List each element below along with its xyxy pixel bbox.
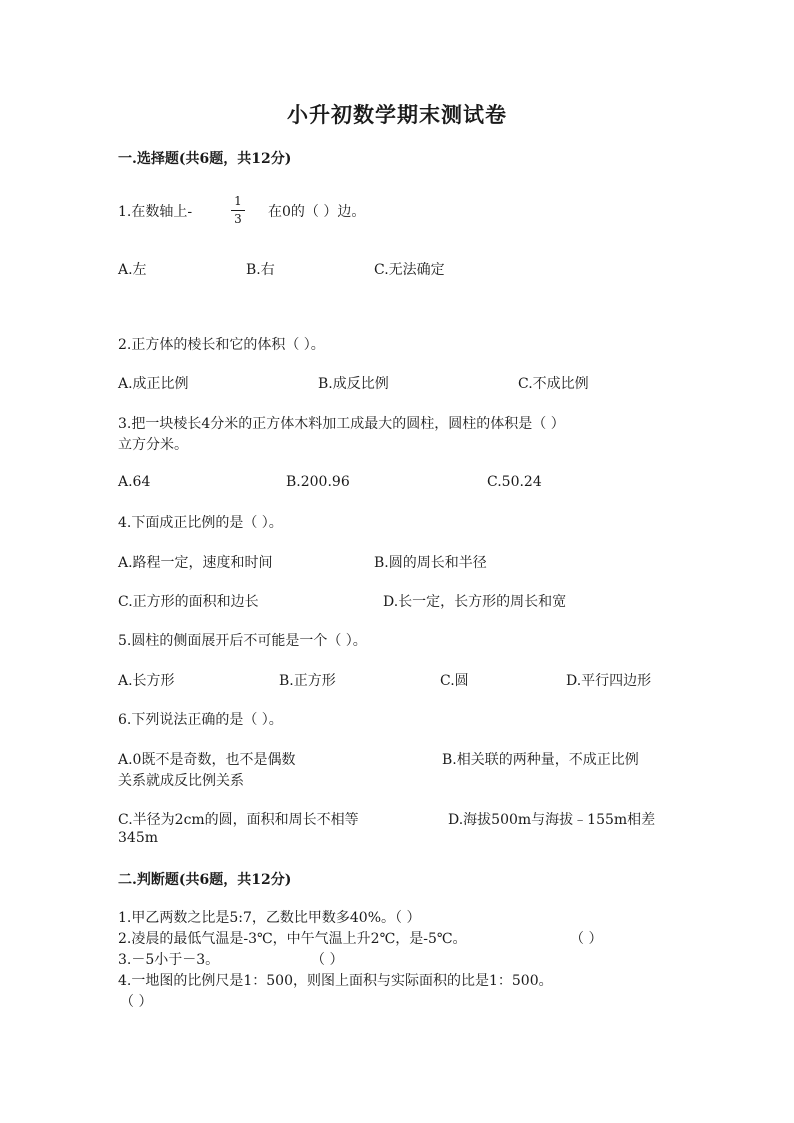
question-4-option-a: A.路程一定，速度和时间: [118, 555, 273, 571]
question-3-stem: 3.把一块棱长4分米的正方体木料加工成最大的圆柱，圆柱的体积是（ ）: [118, 416, 565, 432]
question-6-option-a: A.0既不是奇数，也不是偶数: [118, 752, 296, 768]
question-1-option-b: B.右: [246, 262, 275, 278]
question-4-option-c: C.正方形的面积和边长: [118, 594, 259, 610]
question-4-option-d: D.长一定，长方形的周长和宽: [383, 594, 567, 610]
judgement-1: 1.甲乙两数之比是5:7，乙数比甲数多40%。（ ）: [118, 910, 421, 926]
question-1-fraction: [231, 195, 245, 226]
question-3-option-b: B.200.96: [286, 474, 350, 490]
question-1-stem-before: 1.在数轴上-: [118, 204, 193, 220]
fraction-denominator: 3: [234, 212, 242, 226]
question-3-option-c: C.50.24: [487, 474, 542, 490]
judgement-4: 4.一地图的比例尺是1：500，则图上面积与实际面积的比是1：500。: [118, 973, 553, 989]
question-1-option-c: C.无法确定: [374, 262, 445, 278]
judgement-4-bracket: （ ）: [120, 994, 153, 1010]
question-6-option-b: B.相关联的两种量，不成正比例: [442, 752, 639, 768]
question-5-stem: 5.圆柱的侧面展开后不可能是一个（ ）。: [118, 633, 367, 649]
question-6-option-b-cont: 关系就成反比例关系: [118, 773, 244, 789]
judgement-3: 3.－5小于－3。: [118, 952, 220, 968]
question-6-stem: 6.下列说法正确的是（ ）。: [118, 712, 283, 728]
question-5-option-b: B.正方形: [279, 673, 336, 689]
fraction-bar: [231, 210, 245, 211]
question-6-option-c: C.半径为2cm的圆，面积和周长不相等: [118, 812, 359, 828]
question-4-option-b: B.圆的周长和半径: [374, 555, 487, 571]
question-3-stem-line2: 立方分米。: [118, 437, 188, 453]
question-6-option-d: D.海拔500m与海拔﹣155m相差: [448, 812, 656, 828]
question-1-stem-after: 在0的（ ）边。: [268, 204, 366, 220]
question-2-option-a: A.成正比例: [118, 376, 189, 392]
judgement-3-bracket: （ ）: [311, 952, 344, 968]
question-2-option-b: B.成反比例: [318, 376, 389, 392]
question-2-stem: 2.正方体的棱长和它的体积（ ）。: [118, 337, 325, 353]
fraction-numerator: 1: [234, 194, 242, 208]
question-5-option-c: C.圆: [440, 673, 469, 689]
judgement-2: 2.凌晨的最低气温是-3℃，中午气温上升2℃，是-5℃。: [118, 931, 467, 947]
question-5-option-d: D.平行四边形: [566, 673, 652, 689]
judgement-2-bracket: （ ）: [570, 931, 603, 947]
page-title: 小升初数学期末测试卷: [287, 102, 507, 127]
question-5-option-a: A.长方形: [118, 673, 175, 689]
section-heading-choice: 一.选择题(共6题，共12分): [118, 151, 292, 167]
question-2-option-c: C.不成比例: [518, 376, 589, 392]
question-3-option-a: A.64: [118, 474, 151, 490]
question-6-option-d-cont: 345m: [118, 830, 158, 846]
question-1-option-a: A.左: [118, 262, 147, 278]
section-heading-judgement: 二.判断题(共6题，共12分): [118, 872, 292, 888]
question-4-stem: 4.下面成正比例的是（ ）。: [118, 515, 283, 531]
